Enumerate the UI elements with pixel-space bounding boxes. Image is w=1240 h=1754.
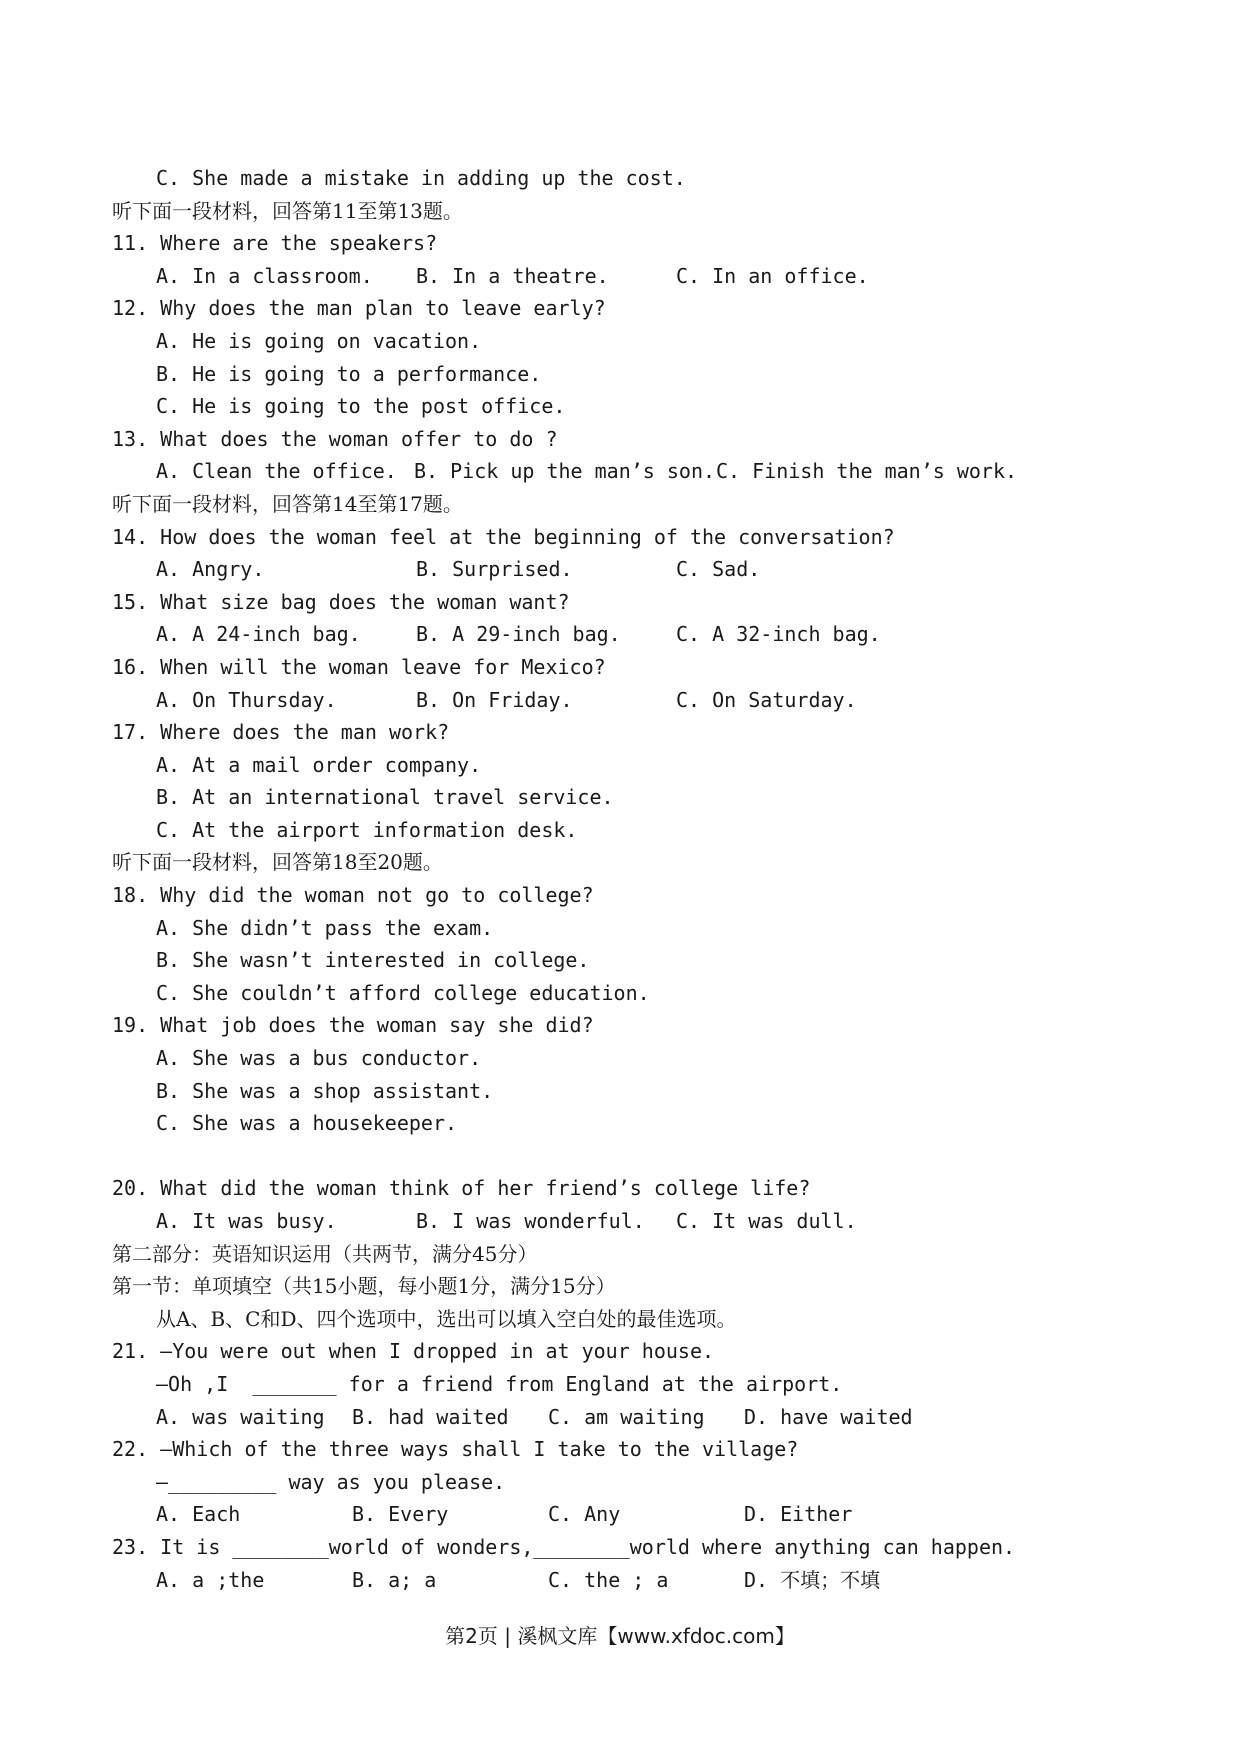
- answer-line: B. At an international travel service.: [156, 785, 614, 810]
- answer-option: D. have waited: [744, 1404, 913, 1429]
- answer-option: B. Pick up the man’s son.: [414, 459, 716, 484]
- answer-option: B. had waited: [352, 1404, 509, 1429]
- answer-option: A. a ;the: [156, 1567, 265, 1592]
- question-text: 14. How does the woman feel at the beginning of the conversation?: [112, 524, 895, 549]
- question-text: 15. What size bag does the woman want?: [112, 589, 570, 614]
- answer-options: [112, 1564, 1142, 1597]
- answer-option: C. In an office.: [676, 263, 869, 288]
- answer-options: [112, 1401, 1142, 1434]
- answer-option: B. On Friday.: [416, 687, 573, 712]
- page-footer: 第2页 | 溪枫文库【www.xfdoc.com】: [445, 1624, 795, 1648]
- answer-options: [112, 455, 1142, 488]
- question-text: 17. Where does the man work?: [112, 720, 450, 745]
- answer-line: A. She didn’t pass the exam.: [156, 915, 494, 940]
- question-text: 16. When will the woman leave for Mexico?: [112, 654, 606, 679]
- answer-line: B. She was a shop assistant.: [156, 1078, 494, 1103]
- answer-line: A. She was a bus conductor.: [156, 1046, 482, 1071]
- answer-option: D. 不填；不填: [744, 1567, 881, 1592]
- section-heading: 从A、B、C和D、四个选项中，选出可以填入空白处的最佳选项。: [156, 1306, 737, 1331]
- answer-option: A. was waiting: [156, 1404, 325, 1429]
- question-text: 12. Why does the man plan to leave early?: [112, 296, 606, 321]
- answer-options: [112, 260, 1142, 293]
- answer-options: [112, 553, 1142, 586]
- answer-option: A. In a classroom.: [156, 263, 373, 288]
- answer-line: C. She made a mistake in adding up the cost.: [156, 166, 686, 190]
- answer-option: A. Angry.: [156, 557, 265, 582]
- answer-options: [112, 1498, 1142, 1531]
- answer-line: C. He is going to the post office.: [156, 394, 566, 419]
- answer-option: C. Any: [548, 1502, 621, 1527]
- section-heading: 第一节：单项填空（共15小题，每小题1分，满分15分）: [112, 1274, 616, 1299]
- answer-option: A. A 24-inch bag.: [156, 622, 361, 647]
- answer-line: B. She wasn’t interested in college.: [156, 948, 590, 973]
- answer-option: C. On Saturday.: [676, 687, 857, 712]
- question-text: 20. What did the woman think of her friend’s college life?: [112, 1176, 811, 1201]
- answer-line: C. At the airport information desk.: [156, 817, 578, 842]
- answer-line: —Oh ,I _______ for a friend from England at the airport.: [156, 1371, 843, 1396]
- answer-option: C. It was dull.: [676, 1209, 857, 1233]
- section-heading: 听下面一段材料，回答第14至第17题。: [112, 491, 463, 516]
- question-text: 11. Where are the speakers?: [112, 231, 438, 256]
- question-text: 23. It is ________world of wonders,________world where anything can happen.: [112, 1534, 1016, 1559]
- answer-option: A. On Thursday.: [156, 687, 337, 712]
- answer-option: C. Sad.: [676, 557, 761, 582]
- question-text: 19. What job does the woman say she did?: [112, 1013, 594, 1038]
- answer-line: B. He is going to a performance.: [156, 361, 542, 386]
- answer-option: B. Surprised.: [416, 557, 573, 582]
- answer-line: C. She couldn’t afford college education.: [156, 980, 650, 1005]
- answer-option: B. a; a: [352, 1567, 437, 1592]
- question-text: 22. —Which of the three ways shall I take to the village?: [112, 1437, 799, 1462]
- question-text: 21. —You were out when I dropped in at your house.: [112, 1339, 715, 1364]
- question-text: 18. Why did the woman not go to college?: [112, 883, 594, 908]
- answer-option: C. am waiting: [548, 1404, 705, 1429]
- answer-options: [112, 1205, 1142, 1238]
- blank-spacer: [112, 1140, 1142, 1173]
- answer-options: [112, 684, 1142, 717]
- answer-options: [112, 618, 1142, 651]
- answer-option: A. Each: [156, 1502, 241, 1527]
- answer-option: B. I was wonderful.: [416, 1209, 645, 1233]
- answer-option: B. In a theatre.: [416, 263, 609, 288]
- section-heading: 听下面一段材料，回答第18至20题。: [112, 850, 443, 875]
- answer-line: A. He is going on vacation.: [156, 328, 482, 353]
- answer-line: —_________ way as you please.: [156, 1469, 506, 1494]
- answer-line: A. At a mail order company.: [156, 752, 482, 777]
- answer-option: B. Every: [352, 1502, 449, 1527]
- question-text: 13. What does the woman offer to do ?: [112, 426, 558, 451]
- answer-option: A. It was busy.: [156, 1209, 337, 1233]
- answer-option: C. A 32-inch bag.: [676, 622, 881, 647]
- answer-option: D. Either: [744, 1502, 853, 1527]
- answer-option: C. Finish the man’s work.: [716, 459, 1018, 484]
- section-heading: 第二部分：英语知识运用（共两节，满分45分）: [112, 1241, 538, 1266]
- answer-option: B. A 29-inch bag.: [416, 622, 621, 647]
- section-heading: 听下面一段材料，回答第11至第13题。: [112, 198, 463, 223]
- answer-line: C. She was a housekeeper.: [156, 1111, 458, 1136]
- document-body: [112, 162, 1142, 1596]
- answer-option: A. Clean the office.: [156, 459, 397, 484]
- answer-option: C. the ; a: [548, 1567, 669, 1592]
